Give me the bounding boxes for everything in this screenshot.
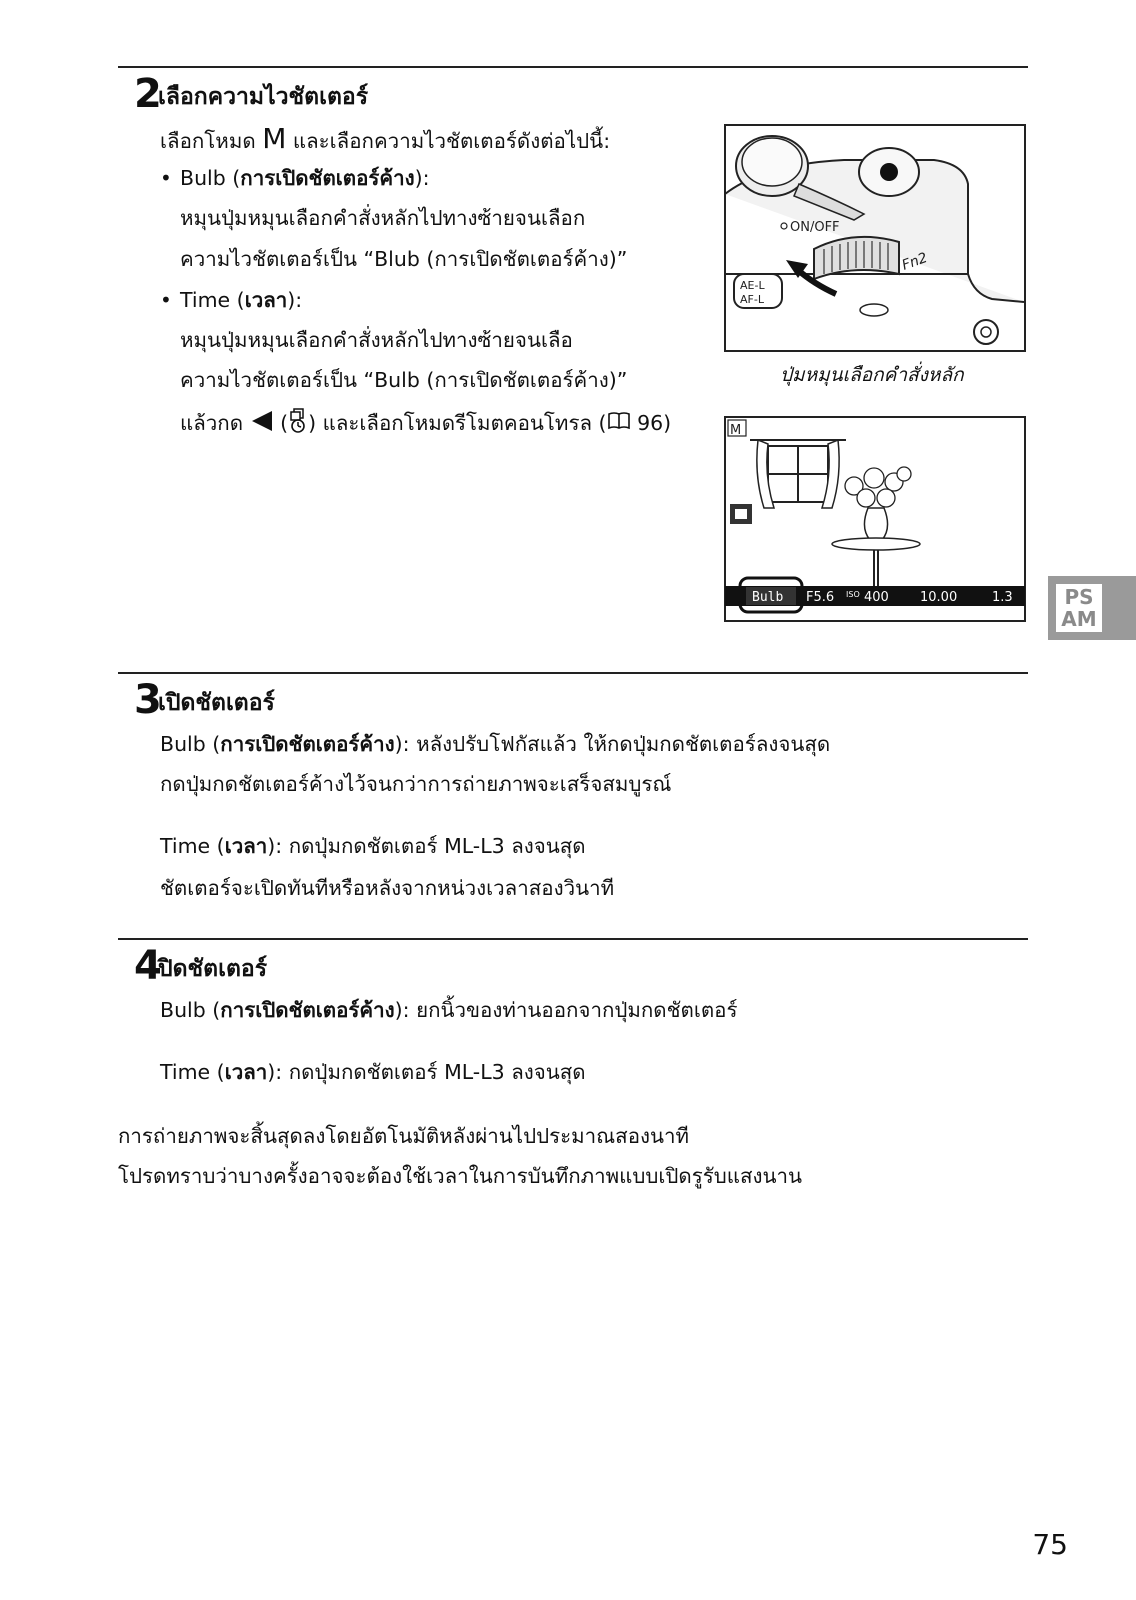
section-rule-step4 — [118, 938, 1028, 940]
step4-time-bold: เวลา — [224, 1060, 268, 1084]
mode-m-symbol: M — [262, 122, 287, 155]
self-timer-icon — [288, 408, 308, 440]
step2-intro-prefix: เลือกโหมด — [160, 129, 256, 153]
step3-time-text: ): กดปุ่มกดชัตเตอร์ ML-L3 ลงจนสุด — [267, 834, 586, 858]
step2-time-line1: หมุนปุ่มหมุนเลือกคำสั่งหลักไปทางซ้ายจนเลือ — [180, 328, 573, 352]
step2-time-close: ): — [287, 288, 303, 312]
step4-number: 4 — [134, 943, 162, 989]
step3-time-label: Time ( — [160, 834, 225, 858]
section-rule-step3 — [118, 672, 1028, 674]
lcd-k: 1.3 — [992, 590, 1013, 605]
step3-bulb-bold: การเปิดชัตเตอร์ค้าง — [220, 732, 395, 756]
step3-bulb-text: ): หลังปรับโฟกัสแล้ว ให้กดปุ่มกดชัตเตอร์ลงจนสุด — [394, 732, 831, 756]
step4-title: ปิดชัตเตอร์ — [158, 956, 268, 982]
step3-number: 3 — [134, 677, 162, 723]
footer-note-line2: โปรดทราบว่าบางครั้งอาจจะต้องใช้เวลาในการบันทึกภาพแบบเปิดรูรับแสงนาน — [118, 1164, 803, 1188]
step2-time-line3-a: แล้วกด — [180, 410, 244, 435]
book-reference-icon — [607, 411, 631, 437]
step3-title: เปิดชัตเตอร์ — [158, 690, 275, 716]
bullet-bulb: • — [160, 166, 172, 190]
tab-line2: AM — [1061, 607, 1097, 631]
step2-page-ref: 96) — [637, 410, 672, 435]
step3-bulb-line1 — [160, 732, 830, 757]
mode-side-tab — [1048, 576, 1136, 640]
step4-time-text: ): กดปุ่มกดชัตเตอร์ ML-L3 ลงจนสุด — [267, 1060, 586, 1084]
step4-bulb-text: ): ยกนิ้วของท่านออกจากปุ่มกดชัตเตอร์ — [394, 998, 738, 1022]
step2-time-line3-b: และเลือกโหมดรีโมตคอนโทรล ( — [322, 410, 607, 435]
step4-time-line — [160, 1060, 586, 1085]
step2-bulb-line1: หมุนปุ่มหมุนเลือกคำสั่งหลักไปทางซ้ายจนเลือก — [180, 206, 586, 230]
step3-bulb-label: Bulb ( — [160, 732, 221, 756]
step2-number: 2 — [134, 71, 162, 117]
step2-bulb-close: ): — [414, 166, 430, 190]
step2-intro — [160, 122, 610, 156]
dial-caption: ปุ่มหมุนเลือกคำสั่งหลัก — [780, 364, 964, 386]
step2-time-line3: แล้วกด ( ) และเลือกโหมดรีโมตคอนโทรล ( 96) — [180, 408, 671, 440]
footer-note-line1: การถ่ายภาพจะสิ้นสุดลงโดยอัตโนมัติหลังผ่านไปประมาณสองนาที — [118, 1124, 690, 1148]
bullet-time: • — [160, 288, 172, 312]
page-number: 75 — [1032, 1528, 1068, 1561]
step3-time-bold: เวลา — [224, 834, 268, 858]
step2-title: เลือกความไวชัตเตอร์ — [158, 84, 369, 110]
step2-time-line2: ความไวชัตเตอร์เป็น “Bulb (การเปิดชัตเตอร์ค้าง)” — [180, 368, 628, 392]
section-rule-step2 — [118, 66, 1028, 68]
tab-line1: PS — [1064, 585, 1094, 609]
step4-bulb-label: Bulb ( — [160, 998, 221, 1022]
step2-time-bold: เวลา — [244, 288, 288, 312]
step3-time-line1 — [160, 834, 586, 859]
step4-bulb-line — [160, 998, 738, 1023]
fn2-label: Fn2 — [899, 249, 930, 274]
lcd-iso-label: ISO — [846, 590, 860, 599]
step2-bulb-label: Bulb ( — [180, 166, 241, 190]
lcd-shutter: Bulb — [752, 590, 784, 605]
lcd-aperture: F5.6 — [806, 590, 835, 605]
camera-illustration — [724, 124, 1026, 352]
step3-time-line2: ชัตเตอร์จะเปิดทันทีหรือหลังจากหน่วงเวลาสองวินาที — [160, 876, 615, 900]
step4-bulb-bold: การเปิดชัตเตอร์ค้าง — [220, 998, 395, 1022]
step3-bulb-line2: กดปุ่มกดชัตเตอร์ค้างไว้จนกว่าการถ่ายภาพจะเสร็จสมบูรณ์ — [160, 772, 672, 796]
step2-bulb-heading — [180, 166, 430, 191]
ae-label: AE-L — [740, 279, 765, 292]
af-label: AF-L — [740, 293, 764, 306]
lcd-shots: 10.00 — [920, 590, 958, 605]
lcd-iso: 400 — [864, 590, 889, 605]
lcd-mode: M — [730, 423, 742, 438]
step2-intro-suffix: และเลือกความไวชัตเตอร์ดังต่อไปนี้: — [292, 129, 611, 153]
step2-bulb-bold: การเปิดชัตเตอร์ค้าง — [240, 166, 415, 190]
step4-time-label: Time ( — [160, 1060, 225, 1084]
step2-time-label: Time ( — [180, 288, 245, 312]
step2-bulb-line2: ความไวชัตเตอร์เป็น “Blub (การเปิดชัตเตอร์ค้าง)” — [180, 247, 628, 271]
power-label: ON/OFF — [790, 220, 840, 235]
left-arrow-icon — [250, 410, 274, 438]
step2-time-heading — [180, 288, 302, 313]
lcd-display — [724, 416, 1026, 622]
mode-tab-label — [1056, 584, 1102, 632]
